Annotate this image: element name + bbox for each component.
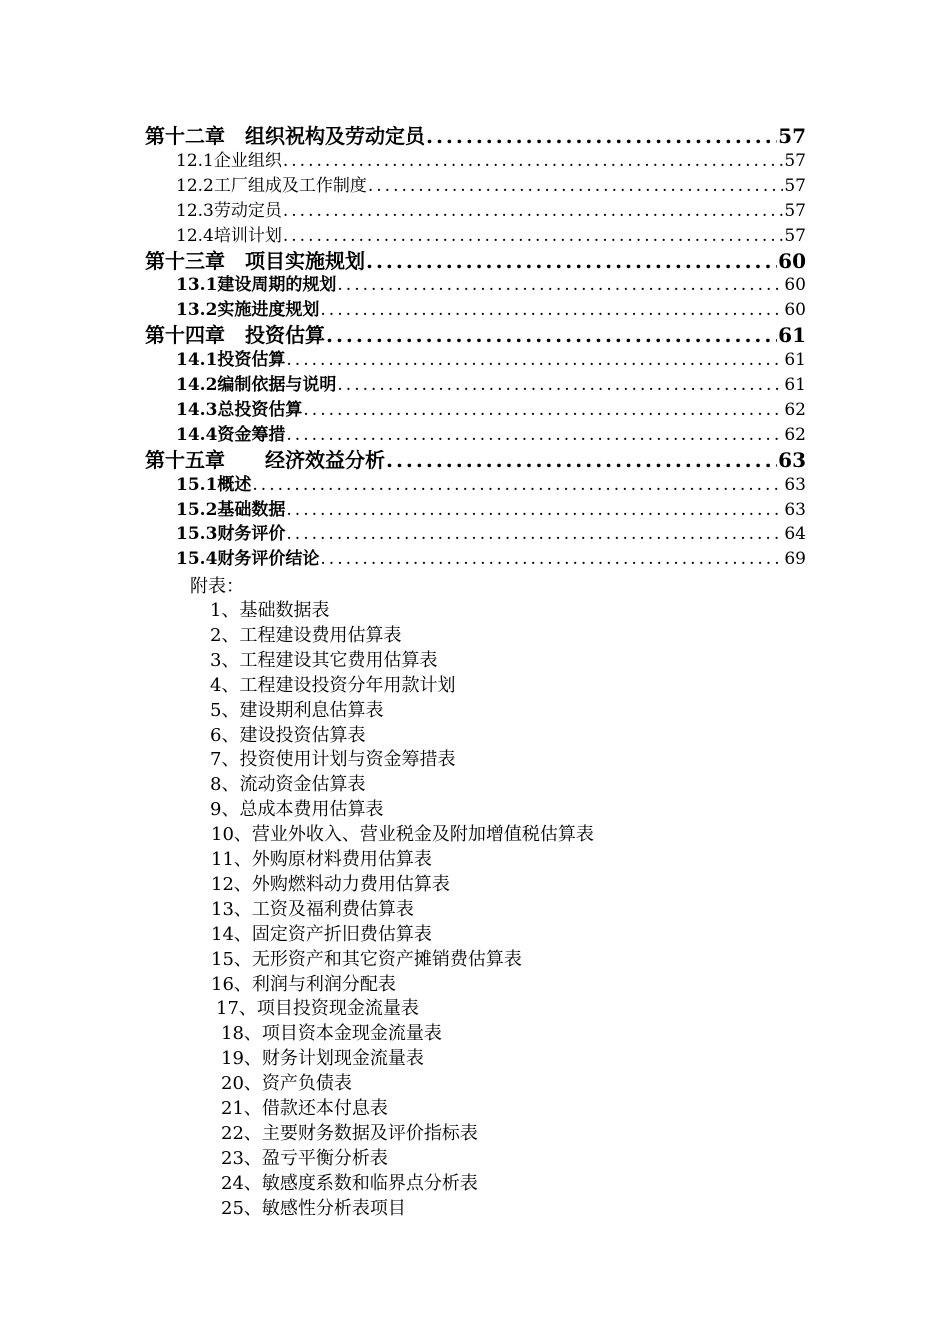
toc-leader-dots [337, 373, 783, 398]
appendix-item: 18、项目资本金现金流量表 [221, 1023, 442, 1045]
toc-section-entry[interactable] [176, 547, 806, 572]
toc-entry-title: 12.1企业组织 [176, 150, 282, 171]
toc-leader-dots [286, 498, 783, 523]
toc-leader-dots [283, 149, 784, 174]
toc-section-entry[interactable] [176, 224, 806, 249]
appendix-item: 22、主要财务数据及评价指标表 [221, 1122, 478, 1144]
toc-page-number: 63 [778, 447, 806, 472]
appendix-item: 15、无形资产和其它资产摊销费估算表 [211, 948, 522, 970]
appendix-item: 2、工程建设费用估算表 [210, 624, 402, 646]
toc-section-entry[interactable] [176, 199, 806, 224]
toc-section-entry[interactable] [176, 149, 806, 174]
appendix-item: 21、借款还本付息表 [221, 1098, 388, 1119]
toc-section-entry[interactable] [176, 174, 806, 199]
toc-entry-title: 第十四章 投资估算 [145, 323, 325, 348]
toc-chapter-entry[interactable] [145, 323, 806, 348]
appendix-item: 14、固定资产折旧费估算表 [211, 923, 432, 945]
toc-page-number: 69 [784, 549, 806, 570]
toc-entry-title: 15.2基础数据 [176, 499, 286, 520]
toc-leader-dots [368, 174, 784, 199]
toc-leader-dots [426, 124, 777, 149]
toc-leader-dots [283, 199, 784, 224]
toc-entry-title: 14.3总投资估算 [176, 399, 303, 420]
appendix-item: 20、资产负债表 [221, 1073, 352, 1095]
toc-leader-dots [386, 448, 777, 473]
toc-leader-dots [286, 522, 783, 547]
toc-page-number: 61 [778, 323, 806, 348]
toc-entry-title: 14.2编制依据与说明 [176, 375, 337, 395]
toc-page-number: 60 [784, 275, 806, 296]
toc-leader-dots [366, 249, 777, 274]
appendix-item: 4、工程建设投资分年用款计划 [210, 674, 456, 696]
toc-leader-dots [283, 224, 784, 249]
toc-page-number: 61 [784, 350, 806, 371]
toc-entry-title: 12.2工厂组成及工作制度 [176, 175, 367, 196]
toc-entry-title: 第十二章 组织祝构及劳动定员 [145, 124, 425, 148]
toc-entry-title: 第十三章 项目实施规划 [145, 248, 365, 273]
toc-entry-title: 15.1概述 [176, 474, 252, 495]
toc-leader-dots [337, 273, 783, 298]
toc-page-number: 64 [784, 524, 806, 545]
appendix-item: 25、敏感性分析表项目 [221, 1197, 406, 1219]
toc-section-entry[interactable] [176, 398, 806, 423]
toc-section-entry[interactable] [176, 273, 806, 298]
toc-entry-title: 12.3劳动定员 [176, 200, 282, 221]
appendix-item: 13、工资及福利费估算表 [211, 898, 414, 920]
appendix-item: 23、盈亏平衡分析表 [221, 1147, 388, 1169]
toc-page-number: 63 [784, 474, 806, 495]
appendix-item: 3、工程建设其它费用估算表 [210, 649, 438, 671]
toc-section-entry[interactable] [176, 498, 806, 523]
toc-chapter-entry[interactable] [145, 249, 806, 274]
toc-chapter-entry[interactable] [145, 124, 806, 149]
toc-entry-title: 14.4资金筹措 [176, 424, 286, 445]
toc-page-number: 61 [784, 375, 806, 395]
toc-entry-title: 15.4财务评价结论 [176, 549, 320, 570]
toc-section-entry[interactable] [176, 373, 806, 398]
appendix-item: 8、流动资金估算表 [210, 774, 366, 796]
toc-page-number: 60 [784, 300, 806, 321]
appendix-title: 附表： [190, 576, 244, 597]
toc-page-number: 63 [784, 499, 806, 520]
toc-entry-title: 13.1建设周期的规划 [176, 275, 337, 296]
appendix-item: 9、总成本费用估算表 [210, 799, 384, 821]
toc-leader-dots [303, 398, 783, 423]
appendix-item: 17、项目投资现金流量表 [216, 998, 419, 1020]
toc-entry-title: 第十五章 经济效益分析 [145, 447, 385, 472]
toc-page-number: 60 [778, 248, 806, 273]
toc-entry-title: 12.4培训计划 [176, 225, 282, 246]
toc-leader-dots [252, 473, 783, 498]
toc-entry-title: 13.2实施进度规划 [176, 300, 320, 321]
toc-leader-dots [320, 298, 783, 323]
toc-page-number: 57 [784, 200, 806, 221]
toc-page-number: 62 [784, 399, 806, 420]
toc-section-entry[interactable] [176, 298, 806, 323]
toc-section-entry[interactable] [176, 522, 806, 547]
toc-section-entry[interactable] [176, 473, 806, 498]
toc-section-entry[interactable] [176, 423, 806, 448]
appendix-item: 7、投资使用计划与资金筹措表 [210, 749, 456, 771]
toc-section-entry[interactable] [176, 348, 806, 373]
toc-leader-dots [286, 348, 783, 373]
appendix-item: 24、敏感度系数和临界点分析表 [221, 1172, 478, 1194]
appendix-item: 16、利润与利润分配表 [211, 973, 396, 995]
appendix-item: 19、财务计划现金流量表 [221, 1048, 424, 1070]
toc-leader-dots [320, 547, 783, 572]
toc-page-number: 57 [784, 175, 806, 196]
toc-leader-dots [286, 423, 783, 448]
appendix-item: 5、建设期利息估算表 [210, 699, 384, 721]
appendix-item: 10、营业外收入、营业税金及附加增值税估算表 [211, 824, 594, 846]
toc-entry-title: 14.1投资估算 [176, 350, 286, 371]
appendix-item: 6、建设投资估算表 [210, 724, 366, 746]
toc-entry-title: 15.3财务评价 [176, 524, 286, 545]
toc-page-number: 57 [778, 124, 806, 148]
toc-leader-dots [326, 323, 777, 348]
appendix-item: 11、外购原材料费用估算表 [211, 849, 432, 870]
toc-page-number: 57 [784, 225, 806, 246]
appendix-item: 12、外购燃料动力费用估算表 [211, 873, 450, 895]
appendix-item: 1、基础数据表 [210, 600, 330, 621]
toc-page-number: 57 [784, 150, 806, 171]
toc-page-number: 62 [784, 424, 806, 445]
toc-chapter-entry[interactable] [145, 448, 806, 473]
